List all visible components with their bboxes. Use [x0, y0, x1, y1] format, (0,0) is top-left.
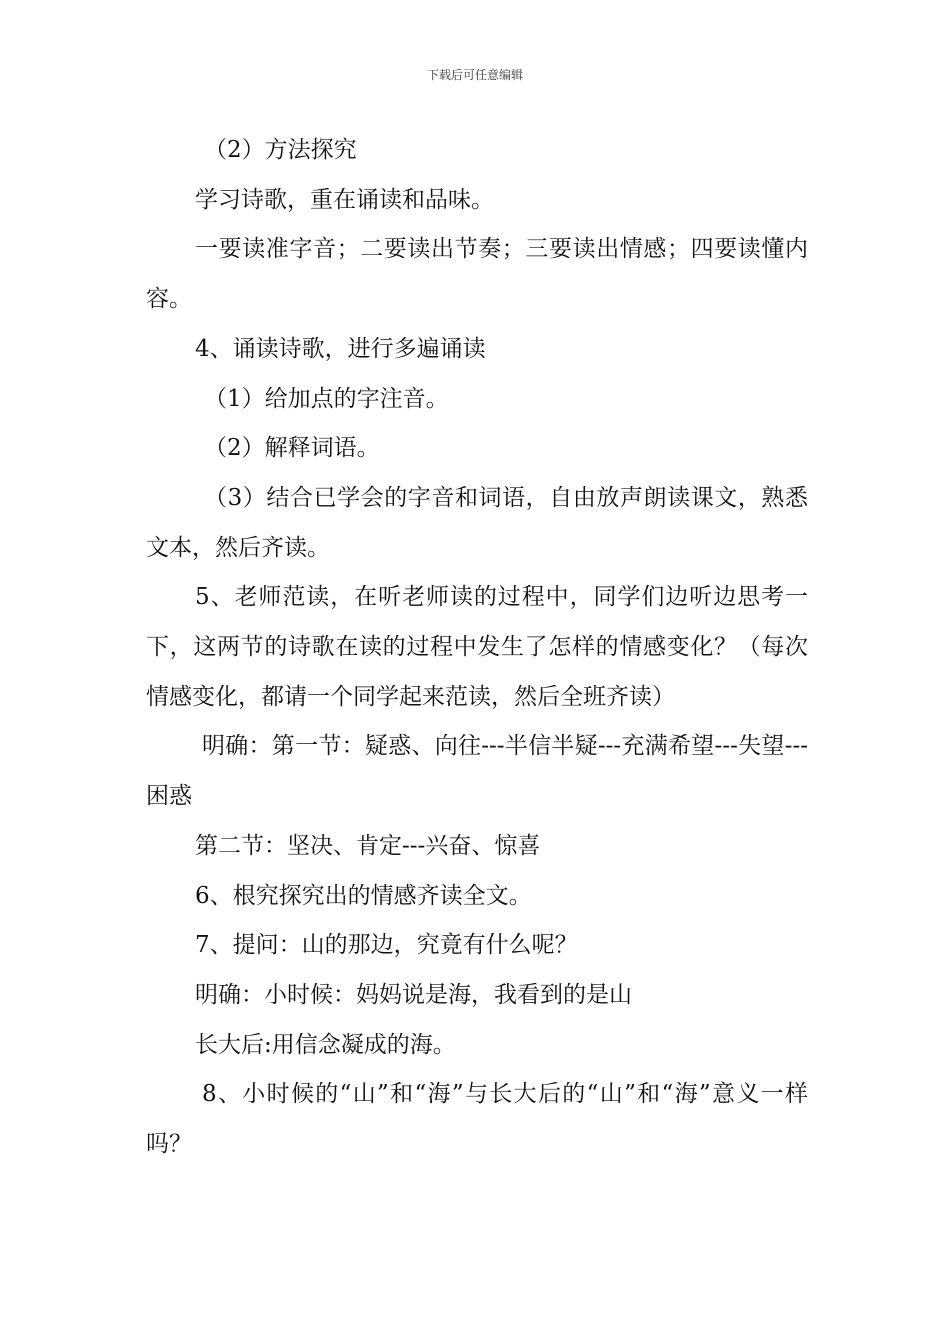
paragraph: 第二节：坚决、肯定---兴奋、惊喜 [195, 832, 541, 859]
paragraph: （3）结合已学会的字音和词语，自由放声朗读课文，熟悉文本，然后齐读。 [146, 484, 808, 561]
document-body [146, 126, 808, 1170]
paragraph: 6、根究探究出的情感齐读全文。 [195, 882, 532, 909]
paragraph: 学习诗歌，重在诵读和品味。 [195, 186, 494, 213]
paragraph: 一要读准字音；二要读出节奏；三要读出情感；四要读懂内容。 [146, 236, 808, 313]
paragraph: 明确：小时候：妈妈说是海，我看到的是山 [195, 981, 632, 1008]
paragraph: （2）方法探究 [204, 137, 357, 163]
paragraph: 8、小时候的“山”和“海”与长大后的“山”和“海”意义一样吗？ [146, 1081, 808, 1158]
paragraph: （1）给加点的字注音。 [204, 385, 449, 412]
paragraph: 7、提问：山的那边，究竟有什么呢？ [195, 932, 578, 959]
page-header: 下载后可任意编辑 [426, 68, 523, 82]
paragraph: （2）解释词语。 [204, 435, 380, 462]
paragraph: 长大后:用信念凝成的海。 [195, 1031, 456, 1058]
paragraph: 5、老师范读，在听老师读的过程中，同学们边听边思考一下，这两节的诗歌在读的过程中发生了怎样的情感变化？（每次情感变化，都请一个同学起来范读，然后全班齐读） [146, 584, 808, 710]
paragraph: 明确：第一节：疑惑、向往---半信半疑---充满希望---失望---困惑 [146, 733, 808, 810]
paragraph: 4、诵读诗歌，进行多遍诵读 [195, 335, 486, 362]
